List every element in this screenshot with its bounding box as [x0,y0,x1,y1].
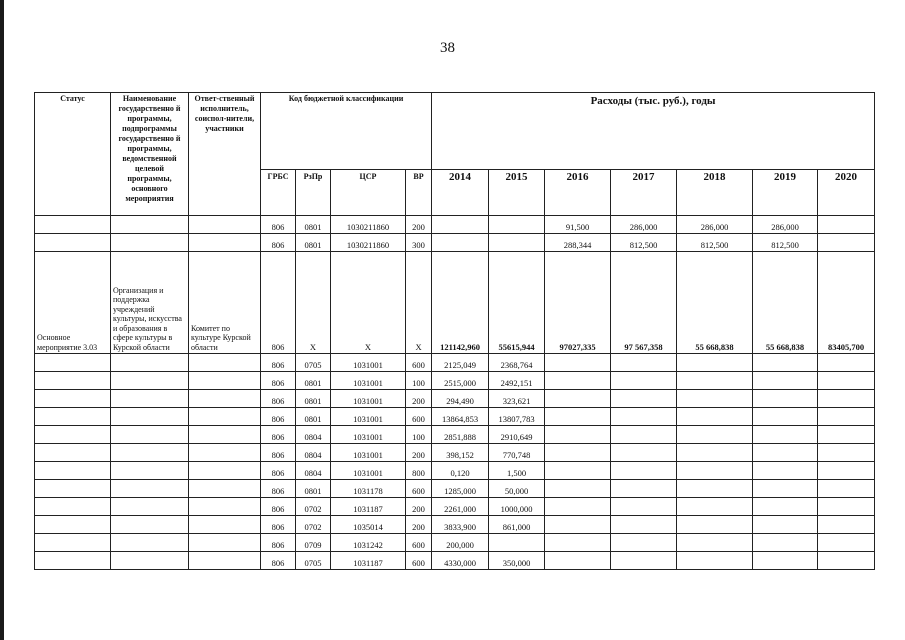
empty-cell [677,498,753,516]
empty-cell [189,534,261,552]
table-row [35,480,875,498]
cell-csr: 1035014 [331,516,406,534]
header-year-2018: 2018 [677,170,753,216]
empty-cell [677,408,753,426]
cell-2016: 288,344 [545,234,611,252]
cell-2020 [818,234,875,252]
table-row [35,354,875,372]
empty-cell [818,408,875,426]
header-rzpr: РзПр [296,170,331,216]
empty-cell [677,462,753,480]
cell-vr: 200 [406,498,432,516]
cell-rzpr: 0804 [296,426,331,444]
empty-cell [111,408,189,426]
empty-cell [818,516,875,534]
empty-cell [189,354,261,372]
empty-cell [189,480,261,498]
empty-cell [545,444,611,462]
empty-cell [111,390,189,408]
empty-cell [818,498,875,516]
empty-cell [818,426,875,444]
empty-cell [35,390,111,408]
table-row [35,498,875,516]
cell-2017: 97 567,358 [611,252,677,354]
table-row [35,552,875,570]
empty-cell [611,498,677,516]
cell-grbs: 806 [261,252,296,354]
table-row [35,372,875,390]
empty-cell [189,426,261,444]
cell-2016: 97027,335 [545,252,611,354]
empty-cell [111,462,189,480]
cell-executor: Комитет по культуре Курской области [189,252,261,354]
cell-vr: 800 [406,462,432,480]
header-year-2016: 2016 [545,170,611,216]
cell-rzpr: 0705 [296,354,331,372]
empty-cell [35,426,111,444]
cell-vr: 300 [406,234,432,252]
cell-2015: 2368,764 [489,354,545,372]
detail-rows [35,354,875,570]
empty-cell [111,354,189,372]
cell-vr: 200 [406,444,432,462]
empty-cell [753,552,818,570]
table-row [35,234,875,252]
empty-cell [111,426,189,444]
table-row [35,426,875,444]
empty-cell [35,444,111,462]
empty-cell [611,462,677,480]
empty-cell [545,516,611,534]
cell-2014: 13864,853 [432,408,489,426]
empty-cell [189,498,261,516]
empty-cell [35,516,111,534]
empty-cell [545,552,611,570]
empty-cell [818,372,875,390]
empty-cell [818,390,875,408]
header-vr: ВР [406,170,432,216]
cell-rzpr: 0804 [296,462,331,480]
cell-2020 [818,216,875,234]
cell-grbs: 806 [261,552,296,570]
cell-csr: 1031187 [331,552,406,570]
cell-2015 [489,534,545,552]
empty-cell [818,354,875,372]
empty-cell [545,498,611,516]
empty-cell [111,444,189,462]
budget-table [34,92,875,570]
empty-cell [611,480,677,498]
empty-cell [611,354,677,372]
empty-cell [753,444,818,462]
table-row [35,216,875,234]
empty-cell [611,390,677,408]
cell-vr: X [406,252,432,354]
cell-grbs: 806 [261,480,296,498]
empty-cell [753,426,818,444]
empty-cell [545,372,611,390]
header-status: Статус [35,93,111,216]
cell-grbs: 806 [261,372,296,390]
empty-cell [611,444,677,462]
empty-cell [611,552,677,570]
cell-2014: 3833,900 [432,516,489,534]
cell-vr: 200 [406,516,432,534]
page-number: 38 [440,40,455,56]
empty-cell [111,516,189,534]
cell-2014: 0,120 [432,462,489,480]
empty-cell [753,498,818,516]
cell-grbs: 806 [261,516,296,534]
cell-grbs: 806 [261,498,296,516]
cell-vr: 600 [406,480,432,498]
empty-cell [818,552,875,570]
cell-grbs: 806 [261,216,296,234]
empty-cell [111,372,189,390]
cell-rzpr: 0705 [296,552,331,570]
empty-cell [753,372,818,390]
empty-cell [35,480,111,498]
cell-2015: 50,000 [489,480,545,498]
cell-2014: 2851,888 [432,426,489,444]
empty-cell [677,516,753,534]
cell-2015: 350,000 [489,552,545,570]
empty-cell [189,372,261,390]
empty-cell [818,462,875,480]
cell-rzpr: 0804 [296,444,331,462]
empty-cell [189,462,261,480]
cell-2014: 398,152 [432,444,489,462]
header-csr: ЦСР [331,170,406,216]
table-row [35,444,875,462]
empty-cell [35,498,111,516]
cell-rzpr: 0801 [296,216,331,234]
cell-rzpr: 0801 [296,390,331,408]
cell-rzpr: 0801 [296,372,331,390]
empty-cell [611,516,677,534]
cell-grbs: 806 [261,408,296,426]
cell-vr: 200 [406,216,432,234]
cell-2015 [489,216,545,234]
cell-2014 [432,216,489,234]
cell-rzpr: 0801 [296,408,331,426]
cell-2015: 13807,783 [489,408,545,426]
cell-vr: 200 [406,390,432,408]
cell-2014: 2261,000 [432,498,489,516]
empty-cell [818,444,875,462]
header-executor: Ответ-ственный исполнитель, соиспол-нители, участники [189,93,261,216]
empty-cell [189,408,261,426]
cell-2015: 861,000 [489,516,545,534]
cell-grbs: 806 [261,234,296,252]
cell-2019: 55 668,838 [753,252,818,354]
cell-csr: 1031001 [331,426,406,444]
empty-cell [35,534,111,552]
empty-cell [545,354,611,372]
cell-csr: 1031187 [331,498,406,516]
cell-2019: 286,000 [753,216,818,234]
empty-cell [35,372,111,390]
cell-2018: 812,500 [677,234,753,252]
table-row [35,408,875,426]
table-row [35,516,875,534]
empty-cell [111,498,189,516]
cell-2015: 323,621 [489,390,545,408]
empty-cell [677,480,753,498]
header-grbs: ГРБС [261,170,296,216]
header-year-2014: 2014 [432,170,489,216]
cell-csr: 1031001 [331,444,406,462]
header-expense-group: Расходы (тыс. руб.), годы [432,93,875,170]
empty-cell [111,480,189,498]
cell-csr: 1031178 [331,480,406,498]
cell-csr: 1031242 [331,534,406,552]
cell-2014: 2125,049 [432,354,489,372]
cell-csr: 1031001 [331,390,406,408]
cell-csr: X [331,252,406,354]
cell-2014: 1285,000 [432,480,489,498]
cell-grbs: 806 [261,390,296,408]
cell-2014: 200,000 [432,534,489,552]
empty-cell [111,534,189,552]
empty-cell [753,516,818,534]
cell-rzpr: 0801 [296,234,331,252]
cell-vr: 100 [406,372,432,390]
cell-grbs: 806 [261,534,296,552]
empty-cell [545,426,611,444]
cell-grbs: 806 [261,444,296,462]
header-year-2015: 2015 [489,170,545,216]
scan-edge [0,0,4,640]
empty-cell [611,426,677,444]
cell-rzpr: X [296,252,331,354]
empty-cell [35,354,111,372]
cell-grbs: 806 [261,354,296,372]
budget-table-sheet [34,92,874,570]
cell-2017: 286,000 [611,216,677,234]
cell-2017: 812,500 [611,234,677,252]
empty-cell [677,444,753,462]
empty-cell [545,462,611,480]
cell-2015: 1000,000 [489,498,545,516]
table-row [35,534,875,552]
empty-cell [677,426,753,444]
cell-2015 [489,234,545,252]
cell-2014: 2515,000 [432,372,489,390]
cell-vr: 100 [406,426,432,444]
table-row [35,390,875,408]
cell-rzpr: 0801 [296,480,331,498]
cell-vr: 600 [406,552,432,570]
empty-cell [677,390,753,408]
empty-cell [35,552,111,570]
empty-cell [753,390,818,408]
empty-cell [189,444,261,462]
cell-2016: 91,500 [545,216,611,234]
cell-2015: 2492,151 [489,372,545,390]
empty-cell [189,390,261,408]
empty-cell [35,462,111,480]
cell-csr: 1031001 [331,462,406,480]
empty-cell [677,534,753,552]
cell-status: Основное мероприятие 3.03 [35,252,111,354]
cell-2015: 55615,944 [489,252,545,354]
table-row [35,462,875,480]
cell-csr: 1031001 [331,408,406,426]
empty-cell [545,534,611,552]
cell-2015: 1,500 [489,462,545,480]
cell-grbs: 806 [261,462,296,480]
main-activity-row [35,252,875,354]
empty-cell [753,480,818,498]
cell-2014 [432,234,489,252]
cell-csr: 1031001 [331,354,406,372]
empty-cell [818,480,875,498]
header-year-2020: 2020 [818,170,875,216]
header-code-group: Код бюджетной классификации [261,93,432,170]
header-name: Наименование государственно й программы, подпрограммы государственно й программы, ведомственной целевой программы, основного мероприятия [111,93,189,216]
empty-cell [753,354,818,372]
empty-cell [753,462,818,480]
cell-csr: 1030211860 [331,216,406,234]
empty-cell [753,408,818,426]
cell-2018: 286,000 [677,216,753,234]
cell-2015: 2910,649 [489,426,545,444]
cell-2014: 294,490 [432,390,489,408]
empty-cell [677,552,753,570]
cell-vr: 600 [406,354,432,372]
empty-cell [189,552,261,570]
cell-grbs: 806 [261,426,296,444]
empty-cell [545,480,611,498]
empty-cell [111,552,189,570]
cell-2014: 4330,000 [432,552,489,570]
cell-rzpr: 0709 [296,534,331,552]
empty-cell [753,534,818,552]
empty-cell [545,390,611,408]
cell-2018: 55 668,838 [677,252,753,354]
empty-cell [611,408,677,426]
empty-cell [35,408,111,426]
empty-cell [189,516,261,534]
empty-cell [611,534,677,552]
header-year-2017: 2017 [611,170,677,216]
cell-vr: 600 [406,408,432,426]
cell-csr: 1031001 [331,372,406,390]
cell-vr: 600 [406,534,432,552]
header-year-2019: 2019 [753,170,818,216]
empty-cell [677,354,753,372]
cell-2019: 812,500 [753,234,818,252]
empty-cell [818,534,875,552]
cell-rzpr: 0702 [296,498,331,516]
cell-2015: 770,748 [489,444,545,462]
empty-cell [611,372,677,390]
cell-csr: 1030211860 [331,234,406,252]
empty-cell [545,408,611,426]
empty-cell [677,372,753,390]
cell-program-name: Организация и поддержка учреждений культуры, искусства и образования в сфере культуры в Курской области [111,252,189,354]
cell-2020: 83405,700 [818,252,875,354]
cell-rzpr: 0702 [296,516,331,534]
cell-2014: 121142,960 [432,252,489,354]
